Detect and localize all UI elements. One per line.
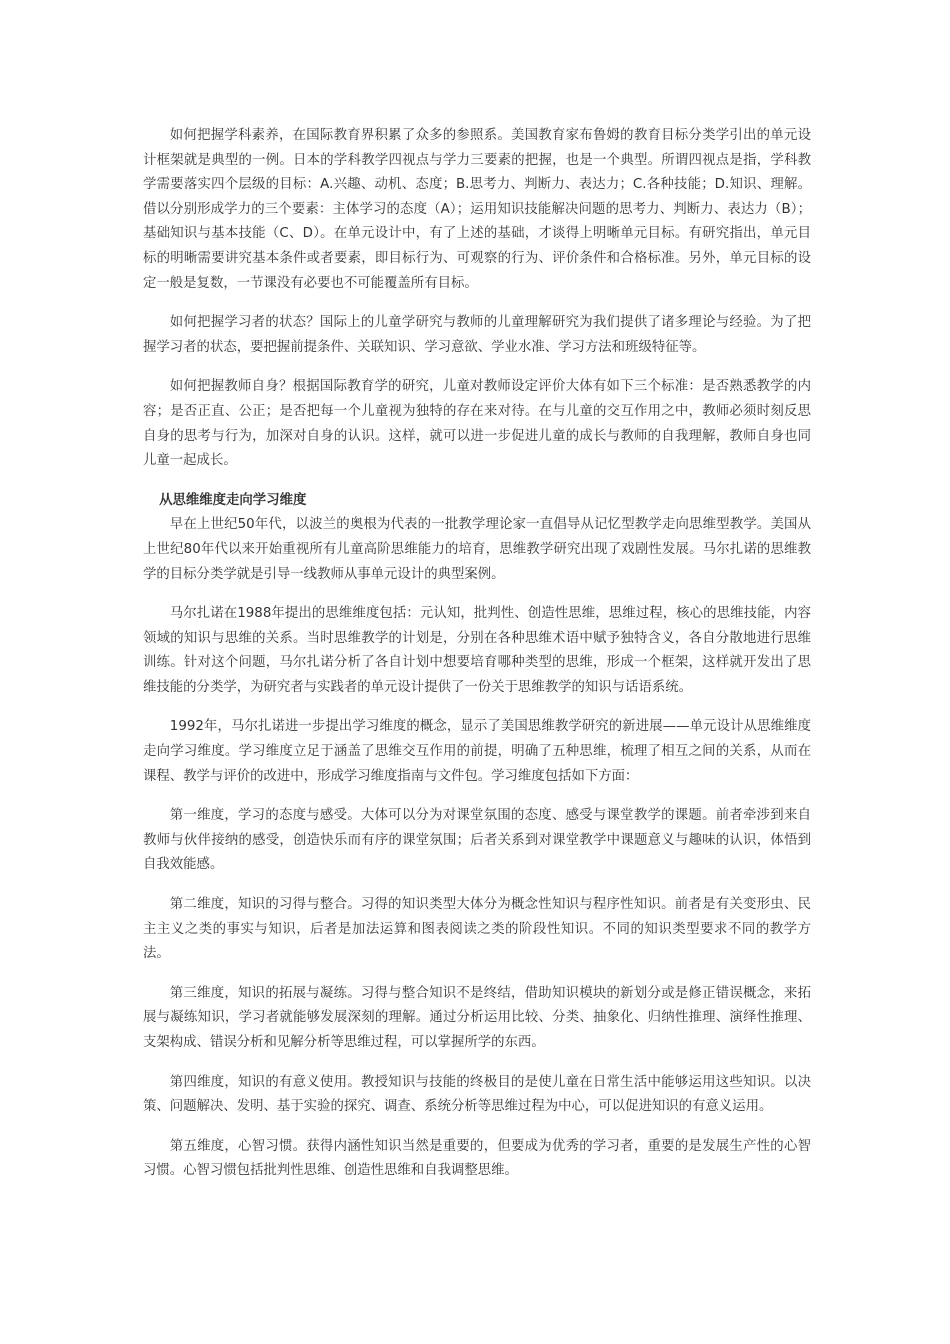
paragraph-thinking-teaching-history: 早在上世纪50年代，以波兰的奥根为代表的一批教学理论家一直倡导从记忆型教学走向思维型教学。美国从上世纪80年代以来开始重视所有儿童高阶思维能力的培育，思维教学研究出现了戏剧性发展。马尔扎诺的思维教学的目标分类学就是引导一线教师从事单元设计的典型案例。	[143, 517, 811, 582]
paragraph-learning-dimensions-1992: 1992年，马尔扎诺进一步提出学习维度的概念，显示了美国思维教学研究的新进展——单元设计从思维维度走向学习维度。学习维度立足于涵盖了思维交互作用的前提，明确了五种思维，梳理了相互之间的关系，从而在课程、教学与评价的改进中，形成学习维度指南与文件包。学习维度包括如下方面：	[143, 719, 811, 784]
paragraph-dimension-2: 第二维度，知识的习得与整合。习得的知识类型大体分为概念性知识与程序性知识。前者是有关变形虫、民主主义之类的事实与知识，后者是加法运算和图表阅读之类的阶段性知识。不同的知识类型要求不同的教学方法。	[143, 897, 811, 962]
paragraph-dimension-4: 第四维度，知识的有意义使用。教授知识与技能的终极目的是使儿童在日常生活中能够运用这些知识。以决策、问题解决、发明、基于实验的探究、调查、系统分析等思维过程为中心，可以促进知识的有意义运用。	[143, 1074, 811, 1115]
paragraph-thinking-dimensions-1988: 马尔扎诺在1988年提出的思维维度包括：元认知，批判性、创造性思维，思维过程，核心的思维技能，内容领域的知识与思维的关系。当时思维教学的计划是，分别在各种思维术语中赋予独特含义，各自分散地进行思维训练。针对这个问题，马尔扎诺分析了各自计划中想要培育哪种类型的思维，形成一个框架，这样就开发出了思维技能的分类学，为研究者与实践者的单元设计提供了一份关于思维教学的知识与话语系统。	[143, 606, 811, 695]
document-body	[143, 124, 811, 1199]
paragraph-learner-state: 如何把握学习者的状态？国际上的儿童学研究与教师的儿童理解研究为我们提供了诸多理论与经验。为了把握学习者的状态，要把握前提条件、关联知识、学习意欲、学业水准、学习方法和班级特征等。	[143, 315, 811, 355]
paragraph-dimension-1: 第一维度，学习的态度与感受。大体可以分为对课堂氛围的态度、感受与课堂教学的课题。前者牵涉到来自教师与伙伴接纳的感受，创造快乐而有序的课堂氛围；后者关系到对课堂教学中课题意义与趣味的认识，体悟到自我效能感。	[143, 808, 811, 873]
paragraph-teacher-self: 如何把握教师自身？根据国际教育学的研究，儿童对教师设定评价大体有如下三个标准：是否熟悉教学的内容；是否正直、公正；是否把每一个儿童视为独特的存在来对待。在与儿童的交互作用之中，教师必须时刻反思自身的思考与行为，加深对自身的认识。这样，就可以进一步促进儿童的成长与教师的自我理解，教师自身也同儿童一起成长。	[143, 379, 811, 469]
section-heading: 从思维维度走向学习维度	[159, 492, 307, 508]
paragraph-dimension-5: 第五维度，心智习惯。获得内涵性知识当然是重要的，但要成为优秀的学习者，重要的是发展生产性的心智习惯。心智习惯包括批判性思维、创造性思维和自我调整思维。	[143, 1138, 811, 1179]
paragraph-subject-literacy: 如何把握学科素养，在国际教育界积累了众多的参照系。美国教育家布鲁姆的教育目标分类学引出的单元设计框架就是典型的一例。日本的学科教学四视点与学力三要素的把握，也是一个典型。所谓四视点是指，学科教学需要落实四个层级的目标：A.兴趣、动机、态度；B.思考力、判断力、表达力；C.各种技能；D.知识、理解。借以分别形成学力的三个要素：主体学习的态度（A）；运用知识技能解决问题的思考力、判断力、表达力（B）；基础知识与基本技能（C、D）。在单元设计中，有了上述的基础，才谈得上明晰单元目标。有研究指出，单元目标的明晰需要讲究基本条件或者要素，即目标行为、可观察的行为、评价条件和合格标准。另外，单元目标的设定一般是复数，一节课没有必要也不可能覆盖所有目标。	[143, 128, 811, 291]
paragraph-dimension-3: 第三维度，知识的拓展与凝练。习得与整合知识不是终结，借助知识模块的新划分或是修正错误概念，来拓展与凝练知识，学习者就能够发展深刻的理解。通过分析运用比较、分类、抽象化、归纳性推理、演绎性推理、支架构成、错误分析和见解分析等思维过程，可以掌握所学的东西。	[143, 985, 811, 1050]
